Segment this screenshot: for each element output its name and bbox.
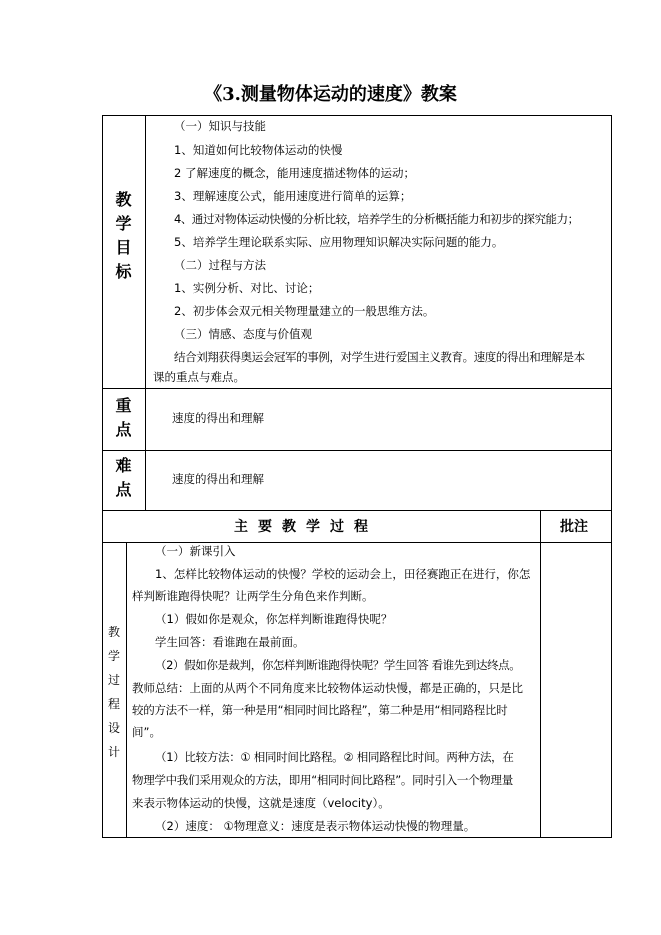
text-line: 5、培养学生理论联系实际、应用物理知识解决实际问题的能力。 [174,235,504,249]
objectives-label: 教 学 目 标 [115,190,132,281]
text-line: （2）假如你是裁判，你怎样判断谁跑得快呢？学生回答 看谁先到达终点。 [155,658,521,672]
text-line: 课的重点与难点。 [153,370,245,384]
row-divider [102,510,612,511]
text-line: （1）比较方法：① 相同时间比路程。② 相同路程比时间。两种方法，在 [155,750,514,764]
text-line: 结合刘翔获得奥运会冠军的事例，对学生进行爱国主义教育。速度的得出和理解是本 [174,350,585,364]
col-divider [126,542,127,838]
text-line: 4、通过对物体运动快慢的分析比较，培养学生的分析概括能力和初步的探究能力； [174,212,579,226]
text-line: （三）情感、态度与价值观 [174,327,312,341]
text-line: （一）新课引入 [155,544,236,558]
text-line: 间”。 [132,725,161,739]
difficulty-text: 速度的得出和理解 [172,472,264,486]
text-line: 2 了解速度的概念，能用速度描述物体的运动； [174,166,415,180]
text-line: 较的方法不一样，第一种是用“相同时间比路程”，第二种是用“相同路程比时 [132,703,508,717]
text-line: （二）过程与方法 [174,258,266,272]
col-divider [540,510,541,838]
notes-header: 批注 [560,519,588,535]
col-divider [145,115,146,510]
process-header: 主要教学过程 [234,519,378,535]
text-line: 教师总结：上面的从两个不同角度来比较物体运动快慢，都是正确的，只是比 [132,681,523,695]
text-line: 1、知道如何比较物体运动的快慢 [174,143,343,157]
row-divider [102,450,612,451]
text-line: 物理学中我们采用观众的方法，即用“相同时间比路程”。同时引入一个物理量 [132,773,513,787]
text-line: 学生回答：看谁跑在最前面。 [155,635,305,649]
document-title: 《3.测量物体运动的速度》教案 [204,84,457,105]
text-line: 来表示物体运动的快慢，这就是速度（velocity）。 [132,796,390,810]
key-point-text: 速度的得出和理解 [172,411,264,425]
text-line: 3、理解速度公式，能用速度进行简单的运算； [174,189,412,203]
row-divider [102,542,612,543]
process-label: 教 学 过 程 设 计 [107,625,120,759]
text-line: （1）假如你是观众，你怎样判断谁跑得快呢？ [155,612,393,626]
text-line: （2）速度： ①物理意义：速度是表示物体运动快慢的物理量。 [155,819,476,833]
row-divider [102,388,612,389]
text-line: 1、实例分析、对比、讨论； [174,281,320,295]
key-point-label: 重 点 [115,396,132,439]
text-line: 2、初步体会双元相关物理量建立的一般思维方法。 [174,304,435,318]
text-line: 1、怎样比较物体运动的快慢？学校的运动会上，田径赛跑正在进行，你怎 [155,567,531,581]
difficulty-label: 难 点 [115,456,132,499]
text-line: （一）知识与技能 [174,119,266,133]
text-line: 样判断谁跑得快呢？让两学生分角色来作判断。 [132,589,374,603]
